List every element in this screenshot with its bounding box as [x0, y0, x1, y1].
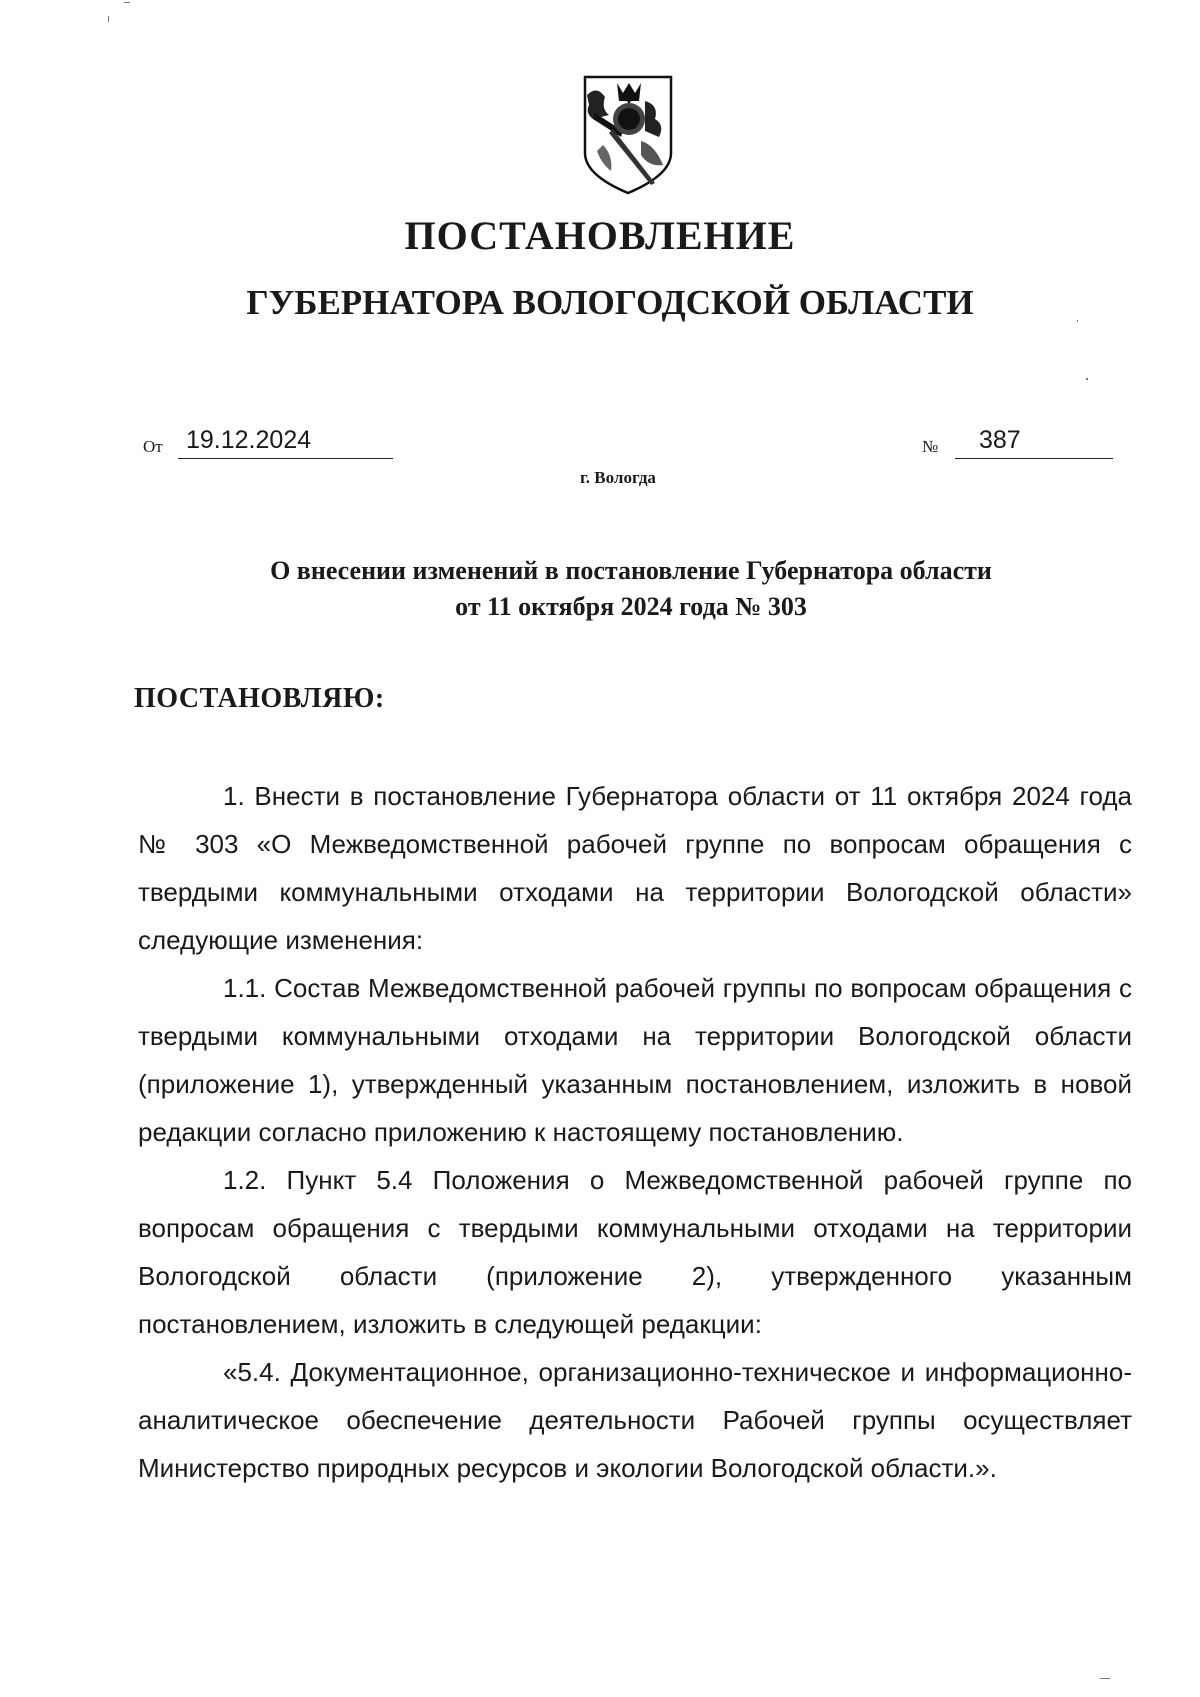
document-subtitle: ГУБЕРНАТОРА ВОЛОГОДСКОЙ ОБЛАСТИ — [246, 283, 974, 322]
paragraph-5-4: «5.4. Документационное, организационно-техническое и информационно-аналитическое обеспечение деятельности Рабочей группы осуществляет Министерство природных ресурсов и экологии Вологодской области.». — [138, 1357, 1132, 1483]
document-number: 387 — [955, 426, 1113, 459]
number-label: № — [922, 437, 939, 456]
paragraph-1-1: 1.1. Состав Межведомственной рабочей группы по вопросам обращения с твердыми коммунальными отходами на территории Вологодской области (приложение 1), утвержденный указанным постановлением, изложить в новой редакции согласно приложению к настоящему постановлению. — [138, 973, 1132, 1147]
document-subject — [0, 553, 1200, 625]
document-title: ПОСТАНОВЛЕНИЕ — [404, 213, 796, 258]
document-body — [138, 772, 1132, 1492]
coat-of-arms-emblem — [583, 75, 673, 195]
scan-artifact — [108, 16, 109, 22]
subject-line-2: от 11 октября 2024 года № 303 — [455, 592, 807, 621]
scan-artifact — [1086, 378, 1088, 380]
document-date: 19.12.2024 — [178, 426, 393, 459]
paragraph-1-2: 1.2. Пункт 5.4 Положения о Межведомственной рабочей группе по вопросам обращения с твердыми коммунальными отходами на территории Вологодской области (приложение 2), утвержденного указанным постановлением, изложить в следующей редакции: — [138, 1165, 1132, 1339]
document-city: г. Вологда — [580, 468, 656, 487]
subject-line-1: О внесении изменений в постановление Губернатора области — [270, 556, 992, 585]
scan-artifact — [1077, 320, 1078, 322]
scan-artifact — [124, 2, 130, 3]
decree-heading: ПОСТАНОВЛЯЮ: — [134, 683, 385, 714]
paragraph-1: 1. Внести в постановление Губернатора области от 11 октября 2024 года № 303 «О Межведомственной рабочей группе по вопросам обращения с твердыми коммунальными отходами на территории Вологодской области» следующие изменения: — [138, 781, 1132, 955]
date-label: От — [143, 437, 163, 456]
scan-artifact — [1100, 1678, 1110, 1679]
